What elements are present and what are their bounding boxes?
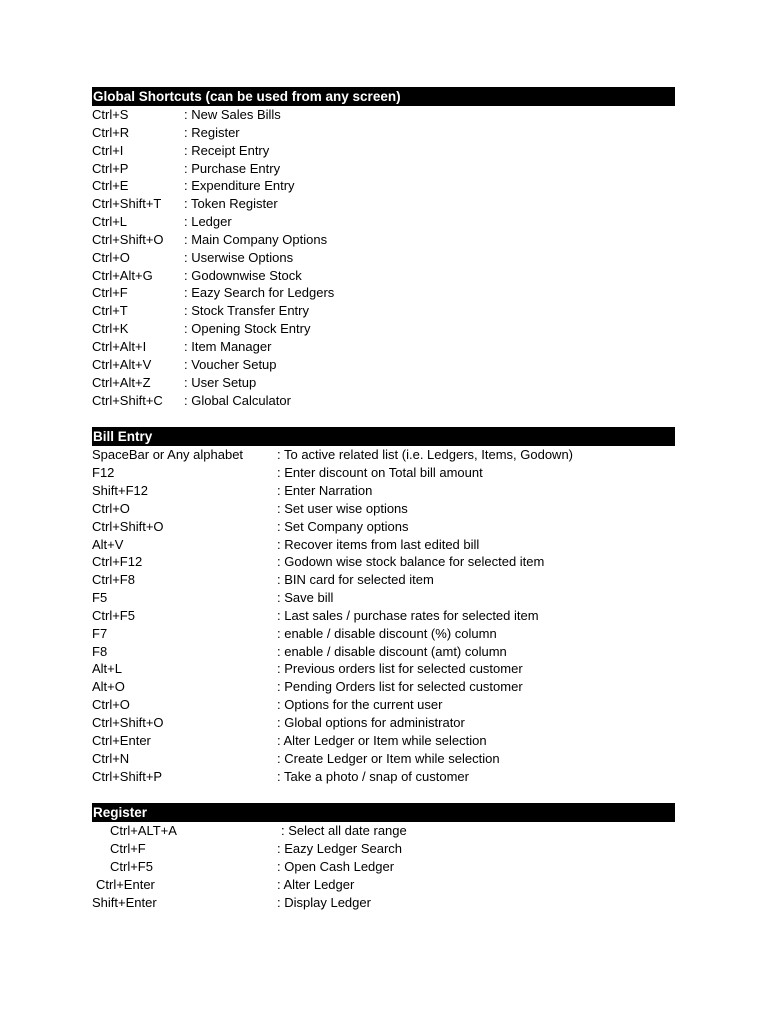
- shortcut-row: [92, 284, 675, 302]
- shortcut-key: Ctrl+Alt+Z: [92, 374, 151, 390]
- shortcut-description: : Take a photo / snap of customer: [277, 768, 469, 784]
- shortcut-key: Ctrl+Shift+O: [92, 715, 164, 730]
- section-header: Global Shortcuts (can be used from any screen): [92, 87, 675, 106]
- shortcut-key: Ctrl+Shift+P: [92, 768, 163, 784]
- shortcut-key: Ctrl+E: [92, 178, 129, 194]
- shortcut-description: : User Setup: [184, 374, 257, 390]
- shortcut-key: Ctrl+K: [92, 321, 129, 337]
- shortcut-description: : enable / disable discount (amt) column: [277, 643, 507, 659]
- shortcut-key: Ctrl+F5: [110, 859, 153, 875]
- shortcut-key: F8: [92, 643, 108, 659]
- shortcut-row: [92, 392, 675, 410]
- shortcut-description: : Alter Ledger: [277, 876, 355, 892]
- shortcut-row: [92, 177, 675, 195]
- shortcut-description: : Stock Transfer Entry: [184, 303, 309, 319]
- shortcut-description: : Eazy Search for Ledgers: [184, 285, 335, 301]
- shortcut-description: : Set Company options: [277, 518, 409, 534]
- shortcut-row: [92, 678, 675, 696]
- shortcut-row: [92, 320, 675, 338]
- shortcut-description: : Alter Ledger or Item while selection: [277, 732, 487, 748]
- shortcut-description: : New Sales Bills: [184, 107, 281, 122]
- section-global-shortcuts: [92, 87, 675, 409]
- shortcut-row: [92, 446, 675, 464]
- shortcut-key: Ctrl+S: [92, 107, 129, 122]
- shortcut-list: [92, 822, 675, 911]
- shortcut-description: : Register: [184, 124, 240, 140]
- shortcut-row: [92, 858, 675, 876]
- shortcut-key: Ctrl+P: [92, 160, 129, 176]
- shortcut-row: [92, 518, 675, 536]
- shortcut-row: [92, 750, 675, 768]
- shortcut-row: [92, 589, 675, 607]
- shortcut-key: Alt+O: [92, 679, 125, 695]
- shortcut-key: Ctrl+Shift+O: [92, 231, 164, 247]
- shortcut-description: : Purchase Entry: [184, 160, 281, 176]
- shortcut-key: Ctrl+Alt+V: [92, 356, 152, 372]
- shortcut-key: Shift+Enter: [92, 894, 157, 910]
- shortcut-description: : Global Calculator: [184, 392, 291, 408]
- shortcut-key: Ctrl+F: [110, 841, 146, 857]
- shortcut-row: [92, 500, 675, 518]
- shortcut-description: : Select all date range: [281, 823, 407, 839]
- shortcut-description: : Recover items from last edited bill: [277, 536, 480, 552]
- shortcut-description: : Eazy Ledger Search: [277, 841, 403, 857]
- shortcut-row: [92, 213, 675, 231]
- shortcuts-sheet: [92, 87, 675, 930]
- shortcut-row: [92, 195, 675, 213]
- shortcut-row: [92, 536, 675, 554]
- shortcut-key: Alt+L: [92, 661, 122, 677]
- shortcut-key: F7: [92, 625, 108, 641]
- shortcut-row: [92, 553, 675, 571]
- shortcut-description: : Create Ledger or Item while selection: [277, 750, 500, 766]
- shortcut-list: [92, 446, 675, 785]
- shortcut-row: [92, 643, 675, 661]
- shortcut-key: Ctrl+I: [92, 142, 124, 158]
- shortcut-description: : Expenditure Entry: [184, 178, 295, 194]
- shortcut-key: Ctrl+O: [92, 697, 130, 713]
- section-header: Bill Entry: [92, 427, 675, 446]
- shortcut-row: [92, 356, 675, 374]
- shortcut-description: : Godownwise Stock: [184, 267, 302, 283]
- shortcut-row: [92, 732, 675, 750]
- shortcut-key: Ctrl+T: [92, 303, 128, 319]
- shortcut-description: : Previous orders list for selected customer: [277, 661, 523, 677]
- section-register: [92, 803, 675, 911]
- shortcut-key: Ctrl+O: [92, 500, 130, 516]
- shortcut-description: : Enter Narration: [277, 483, 373, 499]
- shortcut-key: Alt+V: [92, 536, 124, 552]
- shortcut-key: Ctrl+Shift+O: [92, 518, 164, 534]
- shortcut-description: : Ledger: [184, 214, 232, 230]
- shortcut-key: Ctrl+Alt+I: [92, 338, 147, 354]
- shortcut-key: Ctrl+ALT+A: [110, 823, 177, 839]
- shortcut-description: : Set user wise options: [277, 500, 408, 516]
- shortcut-row: [92, 571, 675, 589]
- shortcut-key: Ctrl+F12: [92, 554, 143, 570]
- shortcut-row: [92, 267, 675, 285]
- shortcut-key: Ctrl+Alt+G: [92, 267, 153, 283]
- section-header: Register: [92, 803, 675, 822]
- shortcut-row: [92, 660, 675, 678]
- shortcut-description: : Opening Stock Entry: [184, 321, 311, 337]
- shortcut-row: [92, 142, 675, 160]
- shortcut-description: : BIN card for selected item: [277, 572, 434, 588]
- shortcut-row: [92, 482, 675, 500]
- shortcut-key: Ctrl+Enter: [92, 732, 151, 748]
- shortcut-row: [92, 625, 675, 643]
- shortcut-row: [92, 231, 675, 249]
- shortcut-row: [92, 106, 675, 124]
- shortcut-key: Ctrl+F5: [92, 607, 135, 623]
- shortcut-row: [92, 302, 675, 320]
- shortcut-row: [92, 160, 675, 178]
- shortcut-description: : Global options for administrator: [277, 715, 465, 730]
- shortcut-row: [92, 607, 675, 625]
- shortcut-row: [92, 840, 675, 858]
- shortcut-row: [92, 464, 675, 482]
- shortcut-row: [92, 124, 675, 142]
- shortcut-description: : Save bill: [277, 590, 334, 606]
- shortcut-description: : Options for the current user: [277, 697, 443, 713]
- shortcut-description: : Godown wise stock balance for selected item: [277, 554, 545, 570]
- shortcut-key: Ctrl+F: [92, 285, 128, 301]
- shortcut-description: : Pending Orders list for selected customer: [277, 679, 523, 695]
- shortcut-row: [92, 696, 675, 714]
- shortcut-key: Ctrl+Shift+C: [92, 392, 163, 408]
- shortcut-row: [92, 876, 675, 894]
- shortcut-description: : Last sales / purchase rates for selected item: [277, 607, 539, 623]
- shortcut-row: [92, 822, 675, 840]
- shortcut-description: : Voucher Setup: [184, 356, 277, 372]
- shortcut-key: Shift+F12: [92, 483, 149, 499]
- shortcut-description: : Item Manager: [184, 338, 272, 354]
- shortcut-description: : Enter discount on Total bill amount: [277, 465, 483, 481]
- shortcut-description: : Main Company Options: [184, 231, 328, 247]
- shortcut-key: F5: [92, 590, 108, 606]
- shortcut-key: F12: [92, 465, 115, 481]
- shortcut-key: Ctrl+Shift+T: [92, 196, 162, 212]
- shortcut-list: [92, 106, 675, 409]
- shortcut-row: [92, 768, 675, 786]
- shortcut-description: : Token Register: [184, 196, 278, 212]
- shortcut-row: [92, 894, 675, 912]
- shortcut-description: : Open Cash Ledger: [277, 859, 395, 875]
- shortcut-key: Ctrl+R: [92, 124, 130, 140]
- shortcut-row: [92, 714, 675, 732]
- shortcut-description: : enable / disable discount (%) column: [277, 625, 497, 641]
- shortcut-key: Ctrl+N: [92, 750, 130, 766]
- shortcut-description: : Receipt Entry: [184, 142, 270, 158]
- shortcut-key: Ctrl+L: [92, 214, 128, 230]
- shortcut-key: SpaceBar or Any alphabet: [92, 447, 244, 463]
- shortcut-description: : Userwise Options: [184, 249, 294, 265]
- shortcut-row: [92, 249, 675, 267]
- shortcut-key: Ctrl+O: [92, 249, 130, 265]
- shortcut-description: : Display Ledger: [277, 894, 371, 910]
- shortcut-description: : To active related list (i.e. Ledgers, Items, Godown): [277, 447, 574, 463]
- shortcut-key: Ctrl+Enter: [96, 876, 155, 892]
- shortcut-key: Ctrl+F8: [92, 572, 135, 588]
- shortcut-row: [92, 338, 675, 356]
- shortcut-row: [92, 374, 675, 392]
- section-bill-entry: [92, 427, 675, 785]
